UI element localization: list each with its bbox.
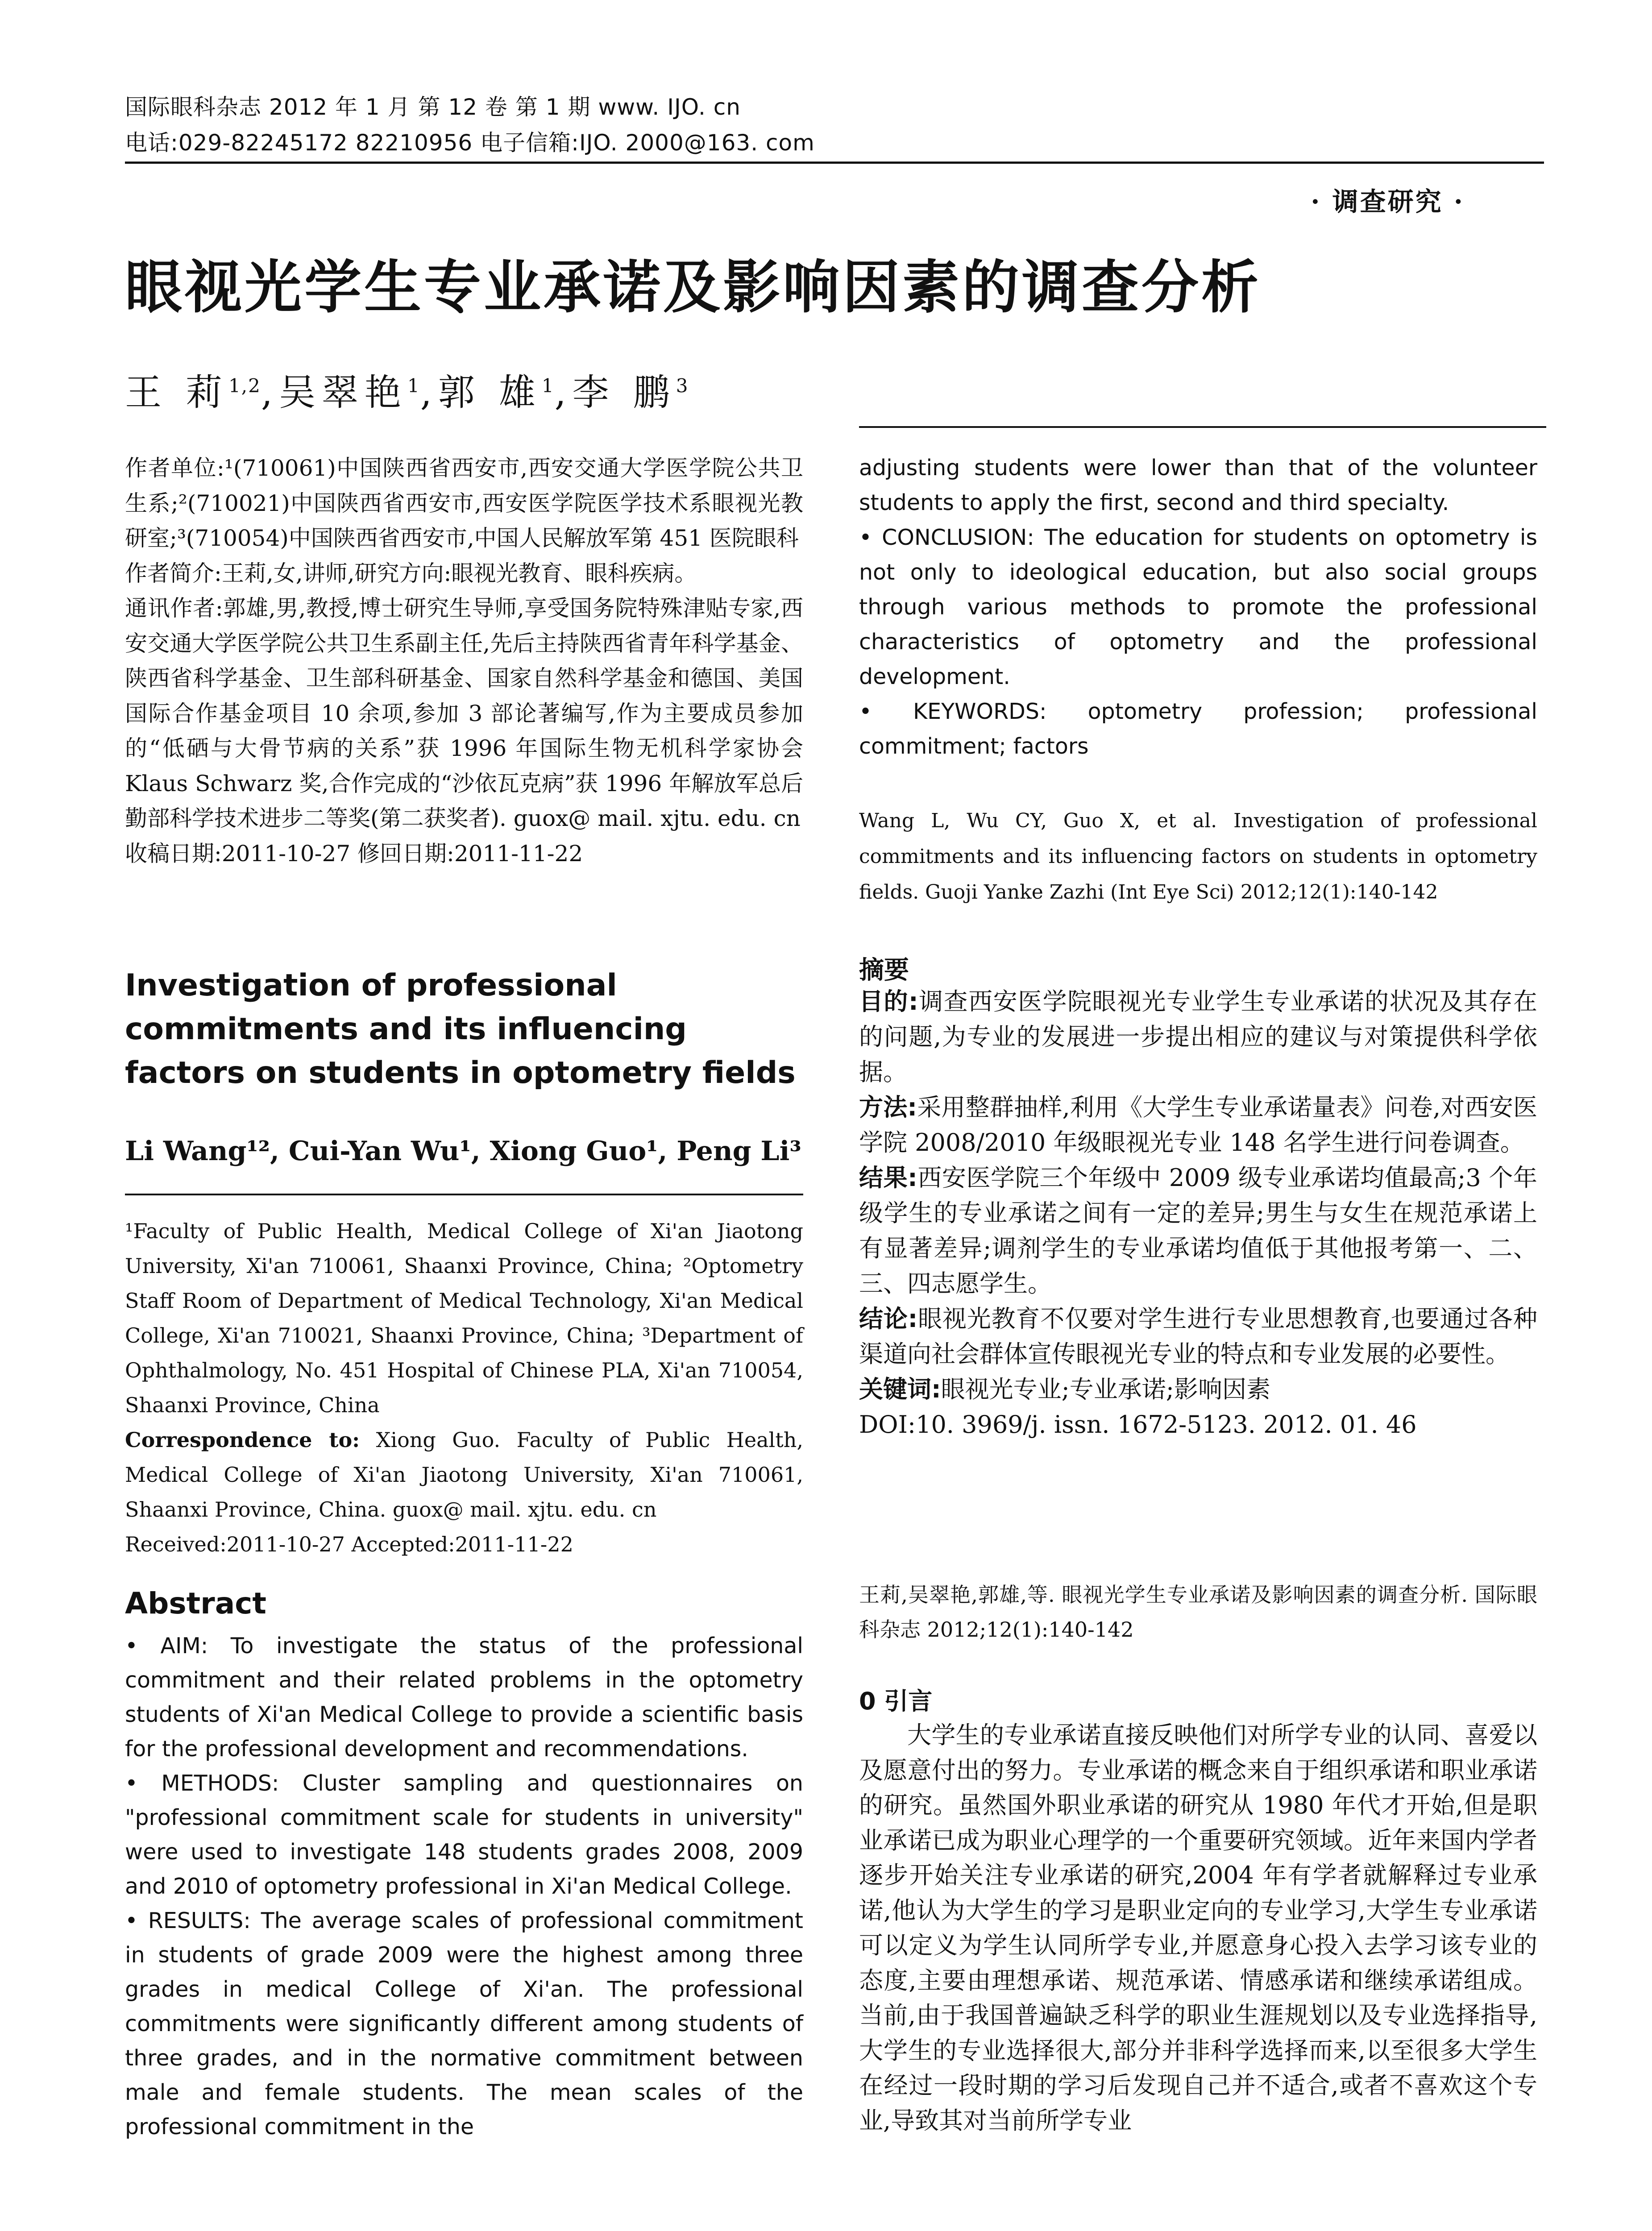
author-name: 吴翠艳 [278,371,407,414]
label-methods-zh: 方法: [859,1093,917,1121]
abstract-en [125,1629,803,2144]
author-affil-mark: 3 [676,375,689,397]
abstract-keywords: • KEYWORDS: optometry profession; professional commitment; factors [859,699,1537,759]
abstract-zh-keywords [859,1372,1537,1407]
citation-zh: 王莉,吴翠艳,郭雄,等. 眼视光学生专业承诺及影响因素的调查分析. 国际眼科杂志 2012;12(1):140-142 [859,1583,1537,1642]
article-title-en: Investigation of professional commitments and its influencing factors on students in optometry fields [125,968,796,1091]
affiliations-en: ¹Faculty of Public Health, Medical College of Xi'an Jiaotong University, Xi'an 710061, Shaanxi Province, China; ²Optometry Staff Room of Department of Medical Technology, Xi'an Medical College, Xi'an 710021, Shaanxi Province, China; ³Department of Ophthalmology, No. 451 Hospital of Chinese PLA, Xi'an 710054, Shaanxi Province, China [125,1219,803,1417]
abstract-results-cont: adjusting students were lower than that of the volunteer students to apply the first, second and third specialty. [859,455,1537,515]
text-keywords-zh: 眼视光专业;专业承诺;影响因素 [941,1375,1270,1403]
abstract-zh-methods [859,1090,1537,1160]
abstract-heading: Abstract [125,1586,266,1621]
author-name: 王 莉 [125,371,229,414]
author-bio-zh: 作者简介:王莉,女,讲师,研究方向:眼视光教育、眼科疾病。 [125,560,697,586]
authors-en-rule [125,1194,803,1195]
abstract-zh-results [859,1160,1537,1301]
abstract-zh-conclusion [859,1301,1537,1372]
abstract-methods: • METHODS: Cluster sampling and questionnaires on "professional commitment scale for students in university" were used to investigate 148 students grades 2008, 2009 and 2010 of optometry professional in Xi'an Medical College. [125,1771,803,1899]
abstract-zh [859,984,1537,1442]
author-affil-mark: 1 [541,375,555,397]
article-title-zh: 眼视光学生专业承诺及影响因素的调查分析 [125,254,1262,321]
intro-heading: 0 引言 [859,1687,933,1715]
abstract-zh-aim [859,984,1537,1090]
text-aim-zh: 调查西安医学院眼视光专业学生专业承诺的状况及其存在的问题,为专业的发展进一步提出相应的建议与对策提供科学依据。 [859,987,1537,1086]
correspondence-en [125,1422,803,1527]
abstract-results: • RESULTS: The average scales of professional commitment in students of grade 2009 were the highest among three grades in medical College of Xi'an. The professional commitments were significantly different among students of three grades, and in the normative commitment between male and female students. The mean scales of the professional commitment in the [125,1908,803,2140]
authors-en: Li Wang¹², Cui-Yan Wu¹, Xiong Guo¹, Peng Li³ [125,1136,801,1167]
citation-en: Wang L, Wu CY, Guo X, et al. Investigation of professional commitments and its influencing factors on students in optometry fields. Guoji Yanke Zazhi (Int Eye Sci) 2012;12(1):140-142 [859,809,1537,904]
text-results-zh: 西安医学院三个年级中 2009 级专业承诺均值最高;3 个年级学生的专业承诺之间有一定的差异;男生与女生在规范承诺上有显著差异;调剂学生的专业承诺均值低于其他报考第一、二、三、四志愿学生。 [859,1164,1537,1298]
author-name: 郭 雄 [438,371,542,414]
affiliations-en-block [125,1214,803,1562]
header-rule [125,162,1544,164]
authors-zh: 王 莉$^{1,2}$,吴翠艳$^1$,郭 雄$^1$,李 鹏$^3$ [125,371,689,414]
intro-text: 大学生的专业承诺直接反映他们对所学专业的认同、喜爱以及愿意付出的努力。专业承诺的概念来自于组织承诺和职业承诺的研究。虽然国外职业承诺的研究从 1980 年代才开始,但是职业承诺已成为职业心理学的一个重要研究领域。近年来国内学者逐步开始关注专业承诺的研究,2004 年有学者就解释过专业承诺,他认为大学生的学习是职业定向的专业学习,大学生专业承诺可以定义为学生认同所学专业,并愿意身心投入去学习该专业的态度,主要由理想承诺、规范承诺、情感承诺和继续承诺组成。当前,由于我国普遍缺乏科学的职业生涯规划以及专业选择指导,大学生的专业选择很大,部分并非科学选择而来,以至很多大学生在经过一段时期的学习后发现自己并不适合,或者不喜欢这个专业,导致其对当前所学专业 [859,1721,1537,2135]
text-methods-zh: 采用整群抽样,利用《大学生专业承诺量表》问卷,对西安医学院 2008/2010 年级眼视光专业 148 名学生进行问卷调查。 [859,1093,1537,1157]
affiliations-zh: 作者单位:¹(710061)中国陕西省西安市,西安交通大学医学院公共卫生系;²(710021)中国陕西省西安市,西安医学院医学技术系眼视光教研室;³(710054)中国陕西省西安市,中国人民解放军第 451 医院眼科 [125,455,803,551]
abstract-conclusion: • CONCLUSION: The education for students on optometry is not only to ideological education, but also social groups through various methods to promote the professional characteristics of optometry and the professional development. [859,525,1537,689]
text-conclusion-zh: 眼视光教育不仅要对学生进行专业思想教育,也要通过各种渠道向社会群体宣传眼视光专业的特点和专业发展的必要性。 [859,1305,1537,1368]
front-matter-zh [125,451,803,871]
label-keywords-zh: 关键词: [859,1375,941,1403]
label-conclusion-zh: 结论: [859,1305,918,1333]
author-name: 李 鹏 [572,371,676,414]
right-top-rule [859,426,1546,428]
section-tag: · 调查研究 · [1311,187,1465,217]
author-affil-mark: 1 [407,375,420,397]
abstract-aim: • AIM: To investigate the status of the professional commitment and their related problems in the optometry students of Xi'an Medical College to provide a scientific basis for the professional development and recommendations. [125,1633,803,1762]
author-affil-mark: 1,2 [228,375,261,397]
journal-header-line2: 电话:029-82245172 82210956 电子信箱:IJO. 2000@163. com [125,130,815,156]
abstract-heading-zh: 摘要 [859,956,909,985]
correspondence-label: Correspondence to: [125,1428,360,1452]
label-results-zh: 结果: [859,1164,917,1192]
label-aim-zh: 目的: [859,987,918,1016]
journal-header-line1: 国际眼科杂志 2012 年 1 月 第 12 卷 第 1 期 www. IJO. cn [125,94,741,120]
corresponding-author-zh: 通讯作者:郭雄,男,教授,博士研究生导师,享受国务院特殊津贴专家,西安交通大学医学院公共卫生系副主任,先后主持陕西省青年科学基金、陕西省科学基金、卫生部科研基金、国家自然科学基金和德国、美国国际合作基金项目 10 余项,参加 3 部论著编写,作为主要成员参加的“低硒与大骨节病的关系”获 1996 年国际生物无机科学家协会 Klaus Schwarz 奖,合作完成的“沙依瓦克病”获 1996 年解放军总后勤部科学技术进步二等奖(第二获奖者). guox@ mail. xjtu. edu. cn [125,595,803,831]
dates-zh: 收稿日期:2011-10-27 修回日期:2011-11-22 [125,840,583,867]
abstract-en-continued [859,451,1537,764]
correspondence-text: Xiong Guo. Faculty of Public Health, Medical College of Xi'an Jiaotong University, Xi'an 710061, Shaanxi Province, China. guox@ mail. xjtu. edu. cn [125,1428,803,1522]
dates-en: Received:2011-10-27 Accepted:2011-11-22 [125,1532,573,1556]
doi: DOI:10. 3969/j. issn. 1672-5123. 2012. 01. 46 [859,1410,1417,1439]
